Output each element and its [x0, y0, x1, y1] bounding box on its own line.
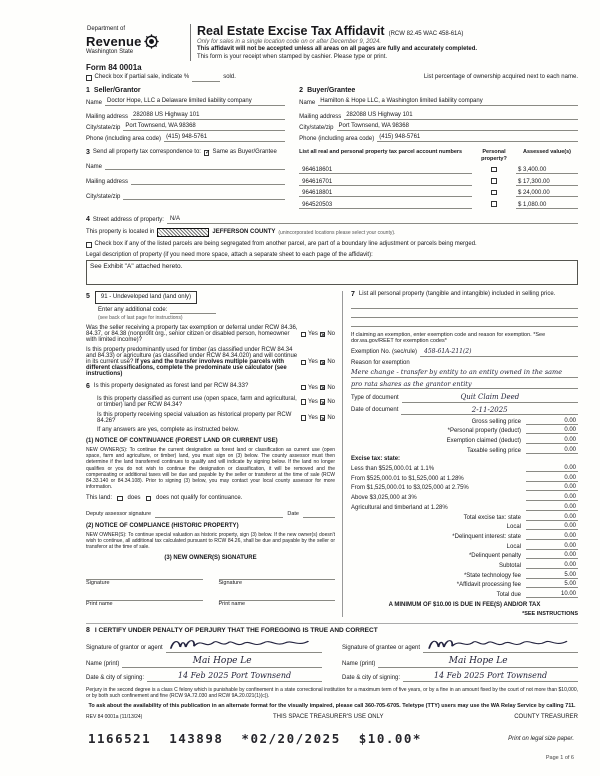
grantor-signing-block: [86, 638, 322, 682]
logo-state-text: Washington State: [86, 48, 134, 55]
form-note-2: This affidavit will not be accepted unless all areas on all pages are fully and accurately completed.: [197, 46, 478, 52]
money-row: [351, 447, 578, 454]
personal-property-checkbox[interactable]: [491, 178, 497, 184]
money-amount[interactable]: 0.00: [526, 418, 578, 425]
form-title: Real Estate Excise Tax Affidavit: [197, 24, 385, 38]
buyer-city-field[interactable]: Port Townsend, WA 98368: [337, 123, 578, 131]
parties-section: [86, 87, 578, 142]
form-header: [86, 24, 578, 61]
grantor-signature-field[interactable]: [166, 638, 322, 653]
new-owner-printname-lines: [86, 593, 335, 608]
rev-number: REV 84 0001a (11/13/24): [86, 714, 143, 721]
reason-line-2[interactable]: pro rata shares as the grantor entity: [351, 380, 578, 389]
new-owner-signature-field-2[interactable]: [219, 572, 336, 580]
money-label: *Delinquent penalty: [468, 553, 521, 560]
timber-question-bold: If yes and the transfer involves multiple parcels with different classifications, complete the predominate use calculator (see instructions): [86, 359, 287, 378]
section-5-number: 5: [86, 293, 90, 301]
yes-label: Yes: [308, 331, 318, 338]
seller-city-label: City/state/zip: [86, 124, 121, 131]
correspondence-label: Send all property tax correspondence to:: [92, 149, 201, 156]
forest-no-checkbox-checked[interactable]: [320, 385, 326, 391]
page-indicator: Page 1 of 6: [545, 755, 574, 761]
land-qualify-row: [86, 495, 335, 503]
money-label: *Personal property (deduct): [447, 428, 521, 435]
date-of-document-label: Date of document: [351, 407, 399, 414]
does-label: does: [127, 494, 141, 501]
money-row: [351, 572, 578, 579]
located-in-label: This property is located in: [86, 228, 155, 235]
money-row: [351, 456, 578, 462]
name-print-label: Name (print): [86, 660, 120, 667]
seller-grantor-block: [86, 87, 285, 142]
money-row: [351, 427, 578, 434]
date-city-label: Date & city of signing:: [342, 674, 401, 681]
buyer-phone-label: Phone (including area code): [299, 135, 375, 142]
money-row: [351, 418, 578, 425]
partial-sale-checkbox[interactable]: [86, 75, 92, 81]
notice-continuance-title: (1) NOTICE OF CONTINUANCE (FOREST LAND OR CURRENT USE): [86, 438, 278, 445]
money-label: Excise tax: state:: [351, 456, 401, 463]
parcel-account-field[interactable]: 964618801: [299, 190, 472, 197]
certify-statement: I CERTIFY UNDER PENALTY OF PERJURY THAT THE FOREGOING IS TRUE AND CORRECT: [94, 627, 378, 635]
street-address-field[interactable]: N/A: [167, 216, 578, 225]
money-amount[interactable]: 5.00: [526, 572, 578, 579]
partial-sale-suffix: sold.: [223, 74, 236, 80]
partial-sale-label: Check box if partial sale, indicate %: [94, 74, 190, 80]
logo-dept-text: Department of: [87, 26, 126, 32]
money-label: Less than $525,000.01 at 1.1%: [351, 466, 435, 473]
timber-yes-checkbox[interactable]: [301, 360, 307, 366]
money-row: [351, 543, 578, 550]
legal-description-field[interactable]: See Exhibit "A" attached hereto.: [86, 260, 578, 285]
segregated-checkbox[interactable]: [86, 242, 92, 248]
grantor-name-field[interactable]: Mai Hope Le: [122, 656, 322, 668]
seller-name-field[interactable]: Doctor Hope, LLC a Delaware limited liability company: [105, 98, 285, 106]
money-label: From $525,000.01 to $1,525,000 at 1.28%: [351, 475, 464, 482]
money-amount[interactable]: 10.00: [526, 591, 578, 598]
buyer-address-field[interactable]: 282088 US Highway 101: [344, 112, 578, 120]
money-label: From $1,525,000.01 to $3,025,000 at 2.75%: [351, 485, 469, 492]
seller-title: Seller/Grantor: [93, 86, 141, 94]
grantee-signature-field[interactable]: [423, 638, 578, 653]
type-of-document-label: Type of document: [351, 395, 399, 402]
does-not-label: does not qualify for continuance.: [156, 494, 243, 501]
date-of-document-field[interactable]: 2-11-2025: [401, 406, 578, 415]
partial-sale-row: [86, 74, 578, 82]
money-amount[interactable]: 0.00: [526, 533, 578, 540]
yes-label: Yes: [308, 398, 318, 405]
grantee-signature-label: Signature of grantee or agent: [342, 645, 421, 652]
current-use-yes-checkbox[interactable]: [301, 399, 307, 405]
grantor-date-city-field[interactable]: 14 Feb 2025 Port Townsend: [147, 671, 322, 682]
deputy-assessor-label: Deputy assessor signature: [86, 511, 152, 518]
money-row: [351, 514, 578, 521]
name-print-label: Name (print): [342, 660, 376, 667]
grantor-signature-label: Signature of grantor or agent: [86, 645, 163, 652]
parcel-row: [299, 167, 578, 175]
footer-row: [86, 714, 578, 722]
no-label: No: [327, 331, 335, 338]
money-row: [351, 591, 578, 598]
cashier-stamp: 1166521 143898 *02/20/2025 $10.00*: [88, 731, 422, 746]
money-label: Gross selling price: [471, 418, 521, 425]
corr-address-label: Mailing address: [86, 179, 129, 186]
new-owner-signature-lines: [86, 572, 335, 587]
certification-section: [86, 623, 578, 682]
current-use-question-row: [97, 396, 335, 408]
section-4-number: 4: [86, 215, 90, 223]
see-instructions-note: *SEE INSTRUCTIONS: [522, 610, 578, 617]
yes-label: Yes: [308, 359, 318, 366]
seller-city-field[interactable]: Port Townsend, WA 98368: [123, 123, 285, 131]
money-row: [351, 562, 578, 569]
money-label: *Affidavit processing fee: [456, 582, 521, 589]
personal-property-line[interactable]: [351, 309, 578, 318]
exemption-yes-checkbox[interactable]: [301, 332, 307, 338]
money-row: [351, 523, 578, 530]
buyer-grantee-block: [299, 87, 578, 142]
form-note-1: Only for sales in a single location code on or after December 9, 2024.: [197, 38, 382, 45]
corr-address-field[interactable]: [131, 177, 285, 185]
additional-code-field[interactable]: [170, 307, 216, 314]
money-row: [351, 465, 578, 472]
money-row: [351, 494, 578, 501]
money-amount[interactable]: 0.00: [526, 447, 578, 454]
legal-description-label: Legal description of property (if you need more space, attach a separate sheet to each page of the affidavit):: [86, 251, 373, 258]
location-code-box[interactable]: [157, 228, 209, 237]
timber-question: Is this property predominantly used for timber (as classified under RCW 84.34 and 84.33) or agriculture (as classified under RCW 84.34.020) and will continue in its current use?: [86, 347, 298, 366]
print-name-label: Print name: [218, 600, 246, 607]
reason-line-1[interactable]: Mere change - transfer by entity to an entity owned in the same: [351, 368, 578, 377]
grantee-signing-block: [342, 638, 578, 682]
parcel-account-field[interactable]: 964520503: [299, 202, 472, 209]
money-label: Local: [506, 524, 521, 531]
historic-no-checkbox-checked[interactable]: [320, 415, 326, 421]
treasurer-space-label: THIS SPACE TREASURER'S USE ONLY: [273, 714, 384, 721]
logo-revenue-text: Revenue: [86, 33, 142, 49]
new-owner-signature-title: (3) NEW OWNER(S) SIGNATURE: [164, 555, 257, 562]
timber-no-checkbox-checked[interactable]: [320, 360, 326, 366]
date-city-label: Date & city of signing:: [86, 674, 145, 681]
money-label: Above $3,025,000 at 3%: [351, 495, 417, 502]
money-label: Subtotal: [498, 562, 521, 569]
money-amount[interactable]: 0.00: [526, 562, 578, 569]
money-label: Total excise tax: state: [463, 514, 521, 521]
section-2-number: 2: [299, 86, 304, 94]
forest-question-row: [86, 383, 335, 391]
land-use-column: [86, 291, 342, 617]
timber-question-row: [86, 347, 335, 377]
money-label: *Delinquent interest: state: [452, 533, 521, 540]
current-use-question: Is this property classified as current use (open space, farm and agricultural, or timber) land per RCW 84.34?: [97, 395, 297, 408]
no-label: No: [327, 398, 335, 405]
parcel-col-header: List all real and personal property tax parcel account numbers: [299, 148, 463, 155]
personal-property-line[interactable]: [351, 318, 578, 327]
deputy-date-label: Date: [287, 511, 299, 518]
seller-phone-field[interactable]: (415) 948-5761: [164, 134, 285, 142]
money-row: [351, 484, 578, 491]
money-amount[interactable]: 0.00: [526, 437, 578, 444]
buyer-phone-field[interactable]: (415) 948-5761: [377, 134, 578, 142]
seller-phone-label: Phone (including area code): [86, 135, 162, 142]
minimum-due-note: A MINIMUM OF $10.00 IS DUE IN FEE(S) AND/OR TAX: [388, 602, 541, 608]
complete-note: If any answers are yes, complete as instructed below.: [97, 426, 240, 433]
money-row: [351, 437, 578, 444]
new-owner-printname-field-2[interactable]: [219, 593, 336, 601]
money-amount[interactable]: 0.00: [526, 484, 578, 491]
notice-compliance-title: (2) NOTICE OF COMPLIANCE (HISTORIC PROPERTY): [86, 523, 239, 530]
exemption-no-checkbox-checked[interactable]: [320, 332, 326, 338]
notice-compliance-body: NEW OWNER(S): To continue special valuation as historic property, sign (3) below. If the new owner(s) doesn't wish to continue, all additional tax calculated pursuant to RCW 84.26, shall be due and payable by the seller or transferor at the time of sale.: [86, 531, 335, 551]
affidavit-form: [86, 24, 578, 722]
middle-columns: [86, 291, 578, 617]
seller-address-label: Mailing address: [86, 113, 129, 120]
land-does-qualify-checkbox[interactable]: [117, 496, 123, 502]
county-treasurer-label: COUNTY TREASURER: [514, 714, 578, 721]
yes-label: Yes: [308, 384, 318, 391]
grantee-signature-ink: [425, 637, 574, 652]
title-block: [190, 24, 578, 61]
correspondence-block: [86, 149, 285, 209]
form-title-rcw: (RCW 82.45 WAC 458-61A): [388, 31, 464, 37]
grantee-date-city-field[interactable]: 14 Feb 2025 Port Townsend: [403, 671, 578, 682]
section-6-number: 6: [86, 383, 90, 391]
buyer-address-label: Mailing address: [299, 113, 342, 120]
partial-sale-percent-field[interactable]: [192, 75, 220, 82]
assessed-value-col-header: Assessed value(s): [523, 148, 571, 155]
no-label: No: [327, 384, 335, 391]
land-use-code-field[interactable]: 91 - Undeveloped land (land only): [95, 291, 197, 304]
money-label: Local: [506, 543, 521, 550]
money-amount[interactable]: 0.00: [526, 504, 578, 511]
corr-city-field[interactable]: [123, 192, 285, 200]
street-address-label: Street address of property:: [92, 216, 164, 223]
money-row: [351, 475, 578, 482]
money-label: *State technology fee: [463, 572, 521, 579]
money-amount[interactable]: 0.00: [526, 552, 578, 559]
grantor-signature-ink: [168, 637, 318, 652]
money-amount[interactable]: 5.00: [526, 581, 578, 588]
historic-question: Is this property receiving special valuation as historical property per RCW 84.26?: [97, 411, 292, 424]
historic-question-row: [97, 412, 335, 424]
print-note: Print on legal size paper.: [508, 736, 574, 742]
money-label: Agricultural and timberland at 1.28%: [351, 504, 448, 511]
exemption-question: Was the seller receiving a property tax exemption or deferral under RCW 84.36, 84.37, or 84.38 (nonprofit org., senior citizen or disabled person, homeowner with limited income)?: [86, 325, 298, 344]
instructions-note: (see back of last page for instructions): [98, 315, 183, 322]
assessed-value-field[interactable]: $ 24,000.00: [516, 190, 578, 197]
form-note-3: This form is your receipt when stamped by cashier. Please type or print.: [197, 53, 388, 60]
new-owner-printname-field-1[interactable]: [86, 593, 203, 601]
this-land-label: This land:: [86, 494, 113, 501]
tax-column: [342, 291, 578, 617]
county-value: JEFFERSON COUNTY: [212, 228, 276, 235]
segregated-label: Check box if any of the listed parcels are being segregated from another parcel, are part of a boundary line adjustment or parcels being merged.: [94, 241, 477, 248]
reason-for-exemption-label: Reason for exemption: [351, 359, 410, 366]
corr-city-label: City/state/zip: [86, 194, 121, 201]
correspondence-section: [86, 149, 578, 209]
current-use-no-checkbox-checked[interactable]: [320, 399, 326, 405]
section-8-number: 8: [86, 627, 90, 635]
additional-code-label: Enter any additional code:: [98, 306, 168, 313]
land-does-not-qualify-checkbox[interactable]: [146, 496, 152, 502]
money-amount[interactable]: 0.00: [526, 494, 578, 501]
deputy-signature-field[interactable]: [155, 510, 283, 518]
money-label: Taxable selling price: [466, 447, 521, 454]
forest-question: Is this property designated as forest land per RCW 84.33?: [93, 383, 249, 390]
property-section: [86, 216, 578, 286]
parcel-account-field[interactable]: 964616701: [299, 179, 472, 186]
seller-name-label: Name: [86, 99, 103, 106]
money-amount[interactable]: 0.00: [526, 523, 578, 530]
parcel-account-field[interactable]: 964618601: [299, 167, 472, 174]
located-note: (unincorporated locations please select your county).: [278, 229, 396, 236]
corr-name-field[interactable]: [105, 162, 285, 170]
exemption-intro: If claiming an exemption, enter exemption code and reason for exemption. *See dor.wa.gov/REET for exemption codes*: [351, 331, 546, 345]
personal-property-col-header: Personal property?: [481, 148, 507, 162]
money-label: Exemption claimed (deduct): [446, 438, 521, 444]
section-1-number: 1: [86, 86, 90, 94]
personal-property-checkbox[interactable]: [491, 167, 497, 173]
no-label: No: [327, 359, 335, 366]
exemption-question-row: [86, 325, 335, 343]
deputy-date-field[interactable]: [303, 510, 335, 518]
dor-logo: [86, 24, 190, 61]
forest-yes-checkbox[interactable]: [301, 385, 307, 391]
personal-property-list-label: List all personal property (tangible and intangible) included in selling price.: [358, 291, 556, 298]
deputy-assessor-row: [86, 510, 335, 518]
notice-continuance-body: NEW OWNER(S): To continue the current designation as forest land or classification as current use (open space, farm and agriculture, or timber) land, you must sign on (3) below. The county assessor must then determine if the land transferred continues to qualify and will indicate by signing below. If the land no longer qualifies or you do not wish to continue the designation or classification, it will be removed and the compensating or additional taxes will be due and payable by the seller or transferor at the time of sale (RCW 84.33.140 or 84.34.108). Prior to signing (3) below, you may contact your local county assessor for more information.: [86, 446, 335, 491]
parcel-row: [299, 178, 578, 186]
type-of-document-field[interactable]: Quit Claim Deed: [402, 393, 578, 402]
form-number: Form 84 0001a: [86, 63, 142, 72]
print-name-label: Print name: [86, 600, 113, 607]
exemption-no-label: Exemption No. (sec/rule): [351, 349, 418, 356]
yes-label: Yes: [308, 414, 318, 421]
ownership-note: List percentage of ownership acquired next to each name.: [423, 74, 578, 80]
assessed-value-field[interactable]: $ 17,300.00: [516, 179, 578, 186]
perjury-notice: Perjury in the second degree is a class C felony which is punishable by confinement in a state correctional institution for a maximum term of five years, or by a fine in an amount fixed by the court of not more than $10,000, or by both such confinement and fine (RCW 9A.72.030 and RCW 9A.20.021(1)(c)).: [86, 687, 578, 700]
money-label: Total due: [496, 592, 521, 598]
money-amount[interactable]: 0.00: [526, 465, 578, 472]
money-amount[interactable]: 0.00: [526, 514, 578, 521]
buyer-name-field[interactable]: Hamilton & Hope LLC, a Washington limited liability company: [318, 98, 578, 106]
same-as-buyer-checkbox[interactable]: [204, 150, 210, 156]
buyer-city-label: City/state/zip: [299, 124, 334, 131]
money-amount[interactable]: 0.00: [526, 543, 578, 550]
same-as-buyer-label: Same as Buyer/Grantee: [212, 149, 277, 156]
personal-property-checkbox[interactable]: [491, 190, 497, 196]
signature-label: Signature: [218, 579, 243, 586]
money-row: [351, 504, 578, 511]
no-label: No: [327, 414, 335, 421]
parcel-row: [299, 190, 578, 198]
buyer-title: Buyer/Grantee: [307, 86, 356, 94]
historic-yes-checkbox[interactable]: [301, 415, 307, 421]
personal-property-checkbox[interactable]: [491, 201, 497, 207]
money-amount[interactable]: 0.00: [526, 475, 578, 482]
seller-address-field[interactable]: 282088 US Highway 101: [131, 112, 285, 120]
assessed-value-field[interactable]: $ 1,080.00: [516, 202, 578, 209]
corr-name-label: Name: [86, 164, 103, 171]
grantee-name-field[interactable]: Mai Hope Le: [378, 656, 578, 668]
buyer-name-label: Name: [299, 99, 316, 106]
money-row: [351, 533, 578, 540]
money-row: [351, 581, 578, 588]
parcel-table: [299, 149, 578, 209]
money-row: [351, 552, 578, 559]
section-7-number: 7: [351, 291, 355, 299]
money-amount[interactable]: 0.00: [526, 427, 578, 434]
section-3-number: 3: [86, 148, 90, 156]
parcel-row: [299, 201, 578, 209]
assessed-value-field[interactable]: $ 3,400.00: [516, 167, 578, 174]
personal-property-line[interactable]: [351, 300, 578, 309]
accessibility-notice: To ask about the availability of this publication in an alternate format for the visually impaired, please call 360-705-6705. Teletype (TTY) users may use the WA Relay Service by calling 711.: [88, 702, 576, 709]
new-owner-signature-field-1[interactable]: [86, 572, 203, 580]
signature-label: Signature: [86, 579, 110, 586]
exemption-no-field[interactable]: 458-61A-211(2): [420, 348, 578, 357]
revenue-gear-icon: [144, 34, 159, 49]
